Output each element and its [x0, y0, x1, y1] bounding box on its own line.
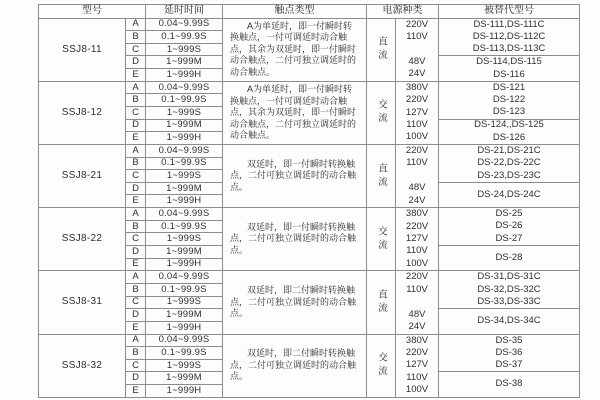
voltage-value: 220V [405, 220, 429, 232]
voltage-value: 127V [405, 359, 429, 371]
power-kind-label: 直流 [367, 19, 395, 81]
variant-letter: D [126, 56, 145, 68]
variant-letter: B [126, 221, 145, 233]
replaced-model: DS-28 [495, 252, 523, 264]
contact-type-cell [223, 19, 366, 81]
model-name: SSJ8-12 [39, 82, 125, 144]
delay-range: 1~999S [146, 233, 222, 245]
replaced-models-lower [439, 56, 579, 80]
variant-letter: B [126, 158, 145, 170]
voltage-list [396, 271, 438, 333]
voltage-value: 48V [408, 182, 426, 194]
voltage-value: 110V [406, 119, 428, 131]
voltage-value: 110V [406, 283, 428, 295]
delay-range: 1~999S [146, 44, 222, 56]
variant-letter: E [126, 195, 145, 207]
model-block [39, 208, 579, 270]
contact-type-cell [223, 271, 366, 333]
voltage-value: 110V [406, 245, 428, 257]
model-name: SSJ8-32 [39, 335, 125, 397]
model-block [39, 271, 579, 333]
replaced-model: DS-116 [493, 68, 525, 80]
voltage-value: 380V [405, 334, 429, 346]
delay-range: 1~999S [146, 297, 222, 309]
table-header-row [39, 5, 579, 18]
header-power-kind: 电源种类 [367, 5, 438, 18]
variant-letter: A [126, 145, 145, 157]
voltage-value: 220V [405, 271, 429, 283]
voltage-value: 380V [405, 208, 429, 220]
variant-letter: E [126, 132, 145, 144]
voltage-value [396, 296, 438, 308]
delay-range: 0.04~9.99S [146, 271, 222, 283]
replaced-models-upper [439, 19, 579, 56]
variant-letter: A [126, 208, 145, 220]
contact-type-text: 双延时，即一付瞬时转换触点，二付可独立调延时的动合触点。 [230, 221, 357, 255]
voltage-value: 100V [405, 257, 429, 269]
variant-letter: A [126, 82, 145, 94]
delay-range: 1~999H [146, 195, 222, 207]
replaced-model: DS-35 [495, 334, 523, 346]
delay-range: 0.04~9.99S [146, 19, 222, 31]
variant-letter: A [126, 19, 145, 31]
variant-letter: D [126, 183, 145, 195]
replaced-model: DS-24,DS-24C [477, 188, 541, 200]
voltage-value: 48V [408, 308, 426, 320]
replaced-models-lower [439, 246, 579, 270]
delay-range: 0.1~99.9S [146, 31, 222, 43]
replaced-model: DS-23,DS-23C [477, 169, 541, 181]
variant-letter: C [126, 107, 145, 119]
power-kind-label: 交流 [367, 82, 395, 144]
variant-letter: B [126, 347, 145, 359]
delay-range: 1~999H [146, 385, 222, 397]
replaced-model: DS-34,DS-34C [477, 315, 541, 327]
replaced-model: DS-112,DS-112C [472, 30, 546, 42]
power-kind-label: 直流 [367, 271, 395, 333]
voltage-value: 24V [408, 68, 426, 80]
replaced-model: DS-36 [495, 346, 523, 358]
replaced-model: DS-121 [492, 81, 526, 93]
delay-range: 1~999S [146, 107, 222, 119]
replaced-models-upper [439, 271, 579, 308]
delay-range: 1~999H [146, 259, 222, 271]
voltage-list [396, 335, 438, 397]
delay-range: 1~999M [146, 372, 222, 384]
voltage-value: 100V [405, 131, 429, 143]
model-name: SSJ8-21 [39, 145, 125, 207]
replaced-model: DS-33,DS-33C [477, 295, 541, 307]
relay-spec-table [38, 4, 580, 398]
replaced-model: DS-25 [495, 208, 523, 220]
delay-range: 0.04~9.99S [146, 82, 222, 94]
model-name: SSJ8-31 [39, 271, 125, 333]
spec-table [38, 4, 580, 398]
voltage-value: 127V [405, 106, 429, 118]
voltage-value: 24V [408, 194, 426, 206]
model-block [39, 19, 579, 81]
variant-letter: C [126, 360, 145, 372]
variant-letter: C [126, 233, 145, 245]
replaced-model: DS-27 [495, 232, 523, 244]
delay-range: 1~999H [146, 69, 222, 81]
delay-range: 0.1~99.9S [146, 284, 222, 296]
voltage-list [396, 19, 438, 81]
replaced-models-lower [439, 309, 579, 333]
delay-range: 1~999H [146, 322, 222, 334]
delay-range: 0.1~99.9S [146, 94, 222, 106]
model-block [39, 335, 579, 397]
replaced-models-lower [439, 183, 579, 207]
replaced-model: DS-122 [492, 94, 526, 106]
voltage-value: 220V [405, 144, 429, 156]
replaced-model: DS-32,DS-32C [477, 283, 541, 295]
delay-range: 1~999M [146, 120, 222, 132]
variant-letter: D [126, 246, 145, 258]
replaced-model: DS-31,DS-31C [477, 271, 541, 283]
variant-letter: E [126, 259, 145, 271]
replaced-model: DS-22,DS-22C [477, 157, 541, 169]
variant-letter: E [126, 69, 145, 81]
replaced-models-upper [439, 208, 579, 245]
voltage-value [396, 170, 438, 182]
variant-letter: C [126, 170, 145, 182]
replaced-model: DS-114,DS-115 [476, 56, 542, 68]
delay-range: 1~999M [146, 183, 222, 195]
replaced-model: DS-123 [492, 106, 526, 118]
variant-letter: B [126, 31, 145, 43]
delay-range: 1~999M [146, 309, 222, 321]
voltage-value: 110V [406, 157, 428, 169]
replaced-model: DS-124,,DS-125 [474, 119, 544, 131]
replaced-model: DS-126 [492, 131, 526, 143]
voltage-value: 110V [406, 30, 428, 42]
voltage-value: 220V [405, 94, 429, 106]
model-name: SSJ8-22 [39, 208, 125, 270]
replaced-models-upper [439, 145, 579, 182]
header-delay-time: 延时时间 [146, 5, 222, 18]
voltage-list [396, 208, 438, 270]
contact-type-text: A为单延时，即一付瞬时转换触点，一付可调延时动合触点，其余为双延时，即一付瞬时动合触点，二付可独立调延时的动合触点。 [230, 84, 357, 141]
contact-type-cell [223, 335, 366, 397]
model-block [39, 82, 579, 144]
variant-letter: D [126, 120, 145, 132]
replaced-models-upper [439, 335, 579, 372]
variant-letter: C [126, 297, 145, 309]
delay-range: 0.1~99.9S [146, 221, 222, 233]
replaced-model: DS-111,DS-111C [473, 18, 545, 30]
contact-type-cell [223, 82, 366, 144]
voltage-value: 100V [405, 384, 429, 396]
replaced-model: DS-38 [495, 378, 523, 390]
replaced-model: DS-37 [495, 359, 523, 371]
model-block [39, 145, 579, 207]
contact-type-text: 双延时，即二付瞬时转换触点，二付可独立调延时的动合触点。 [230, 348, 357, 382]
variant-letter: A [126, 335, 145, 347]
delay-range: 1~999M [146, 246, 222, 258]
power-kind-label: 直流 [367, 145, 395, 207]
variant-letter: D [126, 372, 145, 384]
variant-letter: A [126, 271, 145, 283]
model-name: SSJ8-11 [39, 19, 125, 81]
replaced-models-upper [439, 82, 579, 119]
header-contact-type: 触点类型 [223, 5, 366, 18]
replaced-models-lower [439, 120, 579, 144]
contact-type-cell [223, 208, 366, 270]
voltage-list [396, 145, 438, 207]
header-replaced-model: 被替代型号 [439, 5, 579, 18]
voltage-value: 127V [405, 232, 429, 244]
contact-type-text: 双延时，即一付瞬时转换触点，二付可独立调延时的动合触点。 [230, 158, 357, 192]
variant-letter: B [126, 94, 145, 106]
delay-range: 0.04~9.99S [146, 145, 222, 157]
contact-type-text: A为单延时，即一付瞬时转换触点，一付可调延时动合触点，其余为双延时，即一付瞬时动合触点，二付可独立调延时的动合触点。 [230, 20, 357, 77]
delay-range: 0.1~99.9S [146, 158, 222, 170]
variant-letter: C [126, 44, 145, 56]
voltage-value: 24V [408, 321, 426, 333]
variant-letter: E [126, 322, 145, 334]
delay-range: 1~999S [146, 360, 222, 372]
replaced-models-lower [439, 372, 579, 396]
delay-range: 0.04~9.99S [146, 208, 222, 220]
delay-range: 1~999H [146, 132, 222, 144]
delay-range: 0.04~9.99S [146, 335, 222, 347]
variant-letter: B [126, 284, 145, 296]
contact-type-text: 双延时，即二付瞬时转换触点，二付可独立调延时的动合触点。 [230, 285, 357, 319]
variant-letter: E [126, 385, 145, 397]
contact-type-cell [223, 145, 366, 207]
voltage-value: 220V [405, 346, 429, 358]
delay-range: 0.1~99.9S [146, 347, 222, 359]
header-model: 型号 [39, 5, 145, 18]
power-kind-label: 交流 [367, 208, 395, 270]
voltage-value: 380V [405, 81, 429, 93]
power-kind-label: 交流 [367, 335, 395, 397]
replaced-model: DS-113,DS-113C [472, 43, 546, 55]
replaced-model: DS-26 [495, 220, 523, 232]
replaced-model: DS-21,DS-21C [477, 144, 541, 156]
voltage-value: 220V [405, 18, 429, 30]
voltage-value: 48V [408, 55, 426, 67]
voltage-value: 110V [406, 371, 428, 383]
delay-range: 1~999M [146, 56, 222, 68]
variant-letter: D [126, 309, 145, 321]
delay-range: 1~999S [146, 170, 222, 182]
voltage-list [396, 82, 438, 144]
voltage-value [396, 43, 438, 55]
